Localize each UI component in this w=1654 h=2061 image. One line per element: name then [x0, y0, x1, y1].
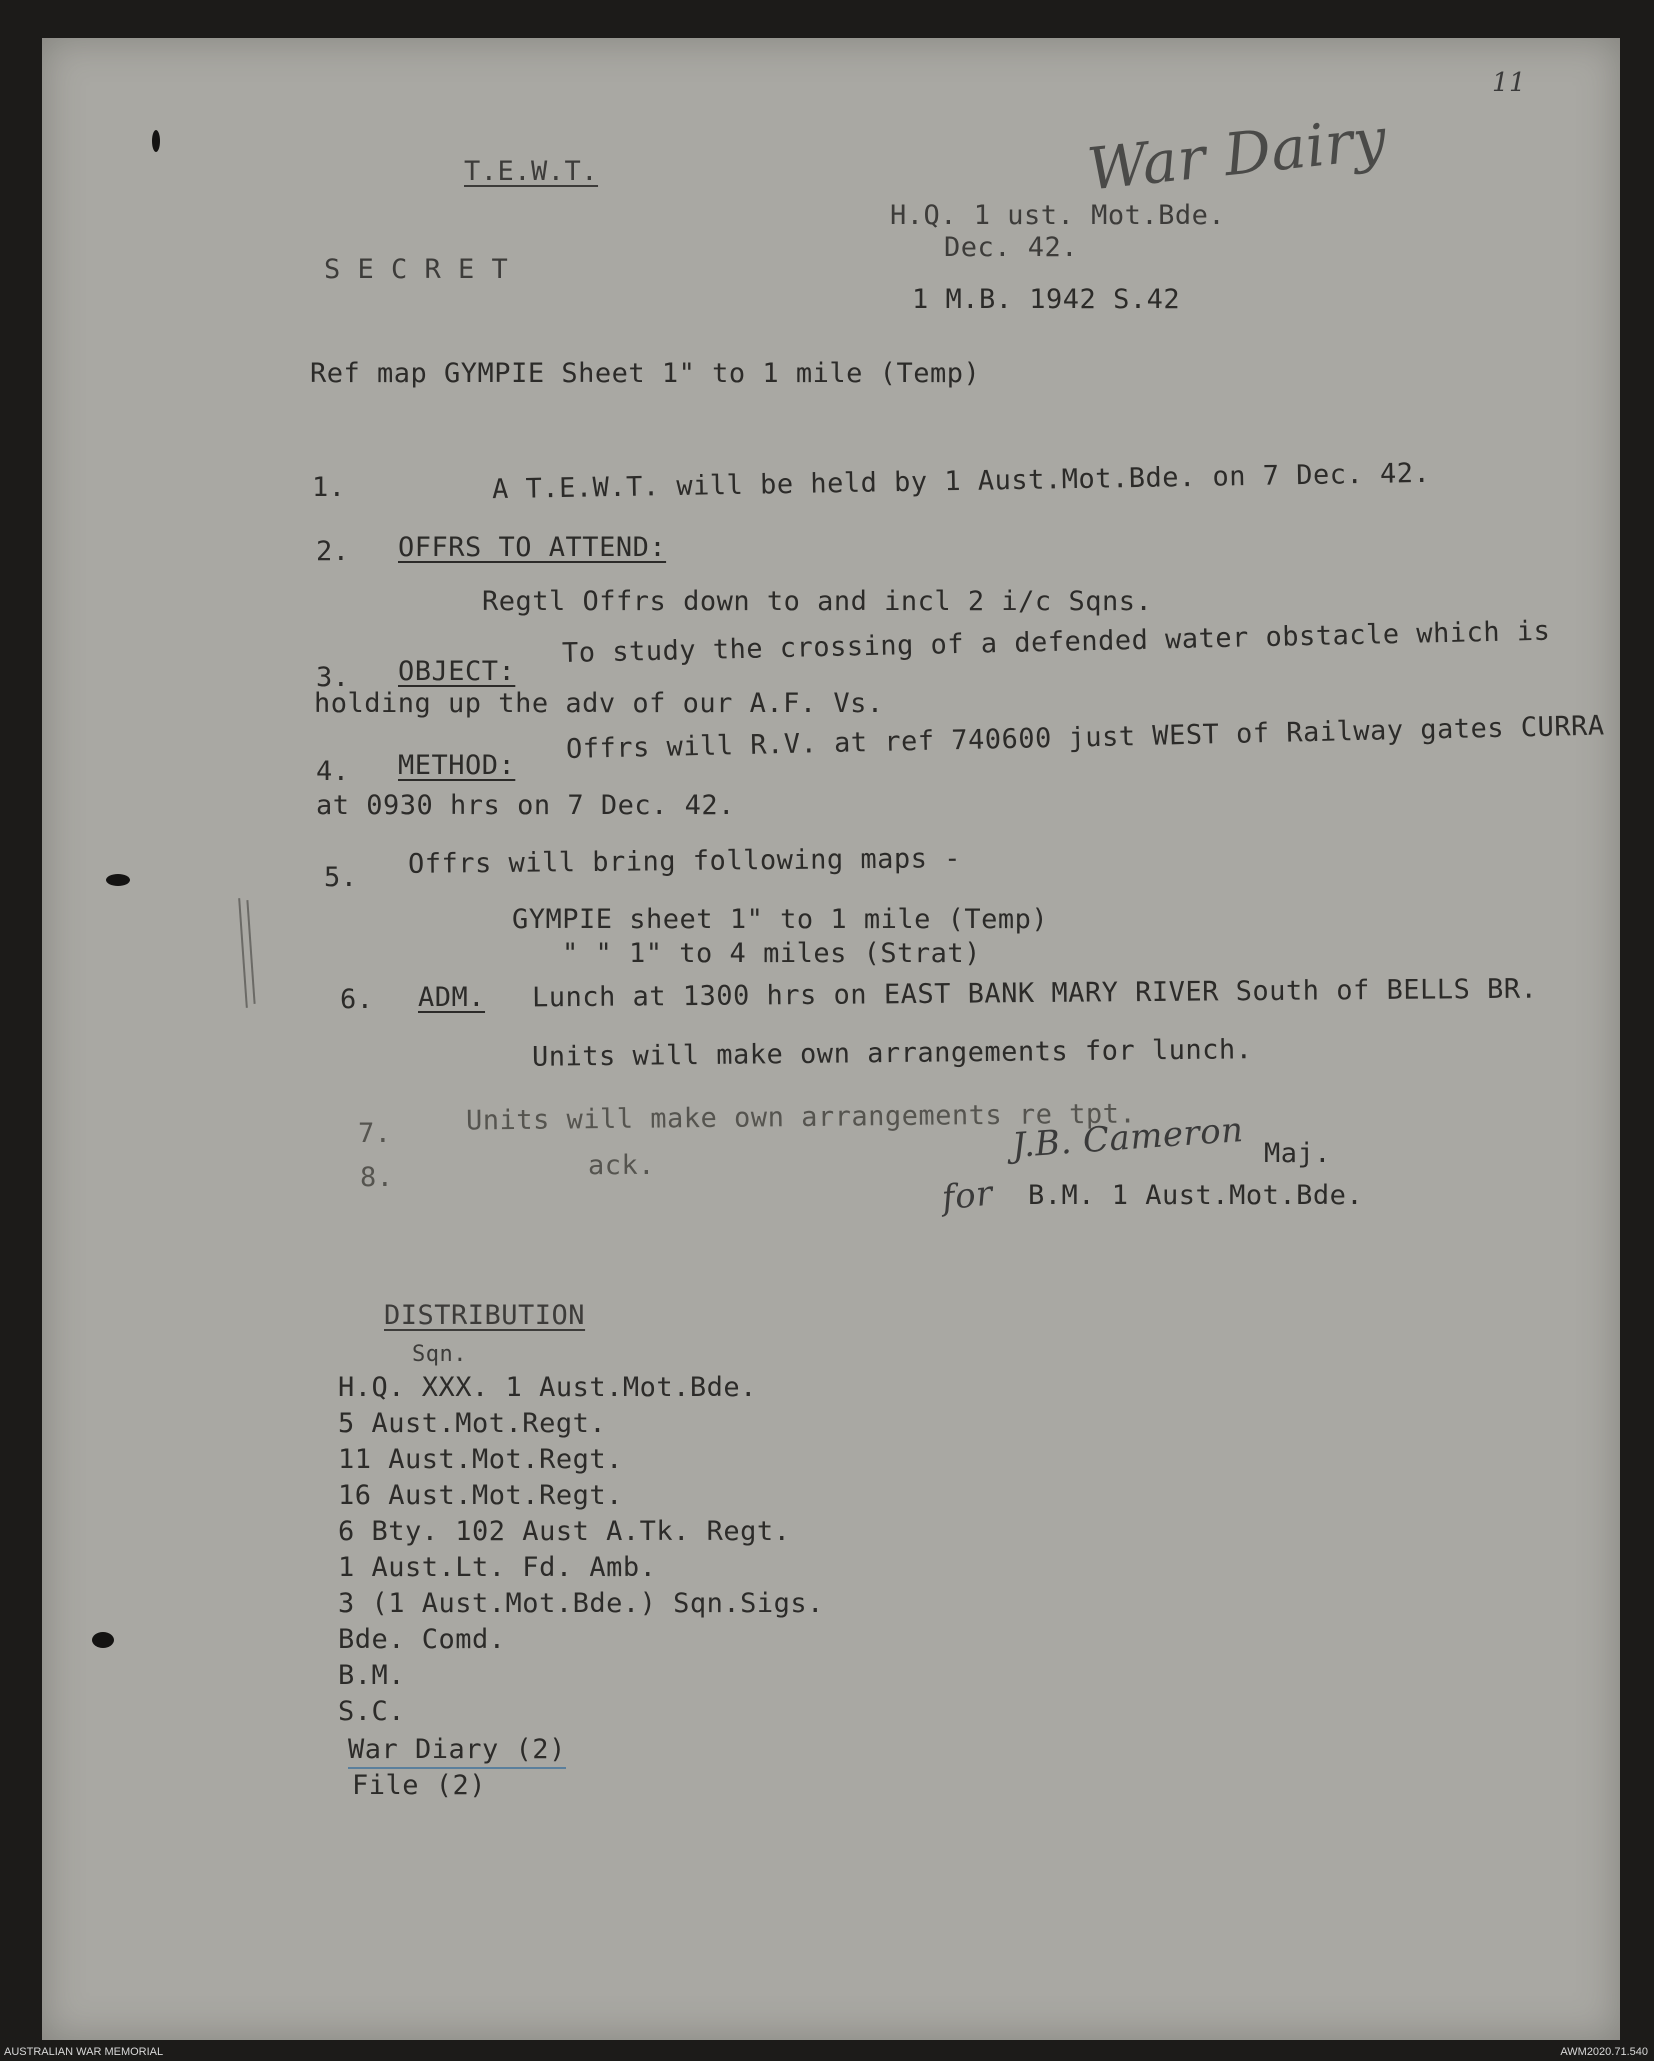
item-text: Offrs will bring following maps -	[407, 843, 962, 880]
item-text: Regtl Offrs down to and incl 2 i/c Sqns.	[482, 586, 1153, 617]
ref-map: Ref map GYMPIE Sheet 1" to 1 mile (Temp)	[310, 358, 981, 389]
item-number: 2.	[316, 536, 350, 567]
signature-rank: Maj.	[1264, 1138, 1332, 1169]
handwritten-header: War Dairy	[1084, 104, 1390, 204]
item-number: 1.	[312, 472, 346, 503]
item-number: 3.	[316, 662, 350, 693]
item-number: 4.	[316, 756, 350, 787]
item-heading: OFFRS TO ATTEND:	[398, 532, 667, 563]
item-heading: METHOD:	[398, 750, 516, 781]
item-number: 7.	[358, 1118, 392, 1149]
document-title: T.E.W.T.	[464, 156, 599, 187]
distribution-item: 1 Aust.Lt. Fd. Amb.	[338, 1552, 657, 1583]
item-number: 8.	[360, 1162, 394, 1193]
distribution-item: 11 Aust.Mot.Regt.	[338, 1444, 623, 1475]
distribution-item: 3 (1 Aust.Mot.Bde.) Sqn.Sigs.	[338, 1588, 824, 1619]
item-heading: OBJECT:	[398, 656, 516, 687]
ink-mark	[152, 130, 160, 152]
distribution-item: H.Q. XXX. 1 Aust.Mot.Bde.	[338, 1372, 757, 1403]
item-text: Offrs will R.V. at ref 740600 just WEST of Railway gates CURRA	[565, 710, 1605, 765]
item-text: A T.E.W.T. will be held by 1 Aust.Mot.Bde. on 7 Dec. 42.	[491, 457, 1431, 506]
item-text-continued: holding up the adv of our A.F. Vs.	[314, 688, 884, 719]
map-list-item: GYMPIE sheet 1" to 1 mile (Temp)	[512, 904, 1049, 935]
signature-block: B.M. 1 Aust.Mot.Bde.	[1028, 1180, 1364, 1211]
hq-line: H.Q. 1 ust. Mot.Bde.	[890, 200, 1226, 231]
item-heading: ADM.	[418, 982, 486, 1013]
date-line: Dec. 42.	[944, 232, 1079, 263]
reference-number: 1 M.B. 1942 S.42	[912, 284, 1181, 315]
item-text: ack.	[588, 1150, 656, 1181]
classification: S E C R E T	[324, 254, 509, 285]
distribution-item: S.C.	[338, 1696, 406, 1727]
item-text-continued: Units will make own arrangements for lunch.	[531, 1034, 1253, 1073]
distribution-item: 16 Aust.Mot.Regt.	[338, 1480, 623, 1511]
ink-mark	[106, 874, 130, 886]
pencil-mark	[238, 898, 248, 1008]
footer-right: AWM2020.71.540	[1560, 2046, 1648, 2058]
distribution-item: 6 Bty. 102 Aust A.Tk. Regt.	[338, 1516, 791, 1547]
item-number: 6.	[340, 984, 374, 1015]
page-number: 11	[1492, 68, 1527, 98]
signature: J.B. Cameron	[1010, 1109, 1245, 1167]
distribution-item: File (2)	[352, 1770, 487, 1801]
map-list-item: " " 1" to 4 miles (Strat)	[562, 938, 981, 969]
distribution-item: War Diary (2)	[348, 1734, 566, 1769]
item-text: Lunch at 1300 hrs on EAST BANK MARY RIVER South of BELLS BR.	[531, 973, 1538, 1014]
item-text: To study the crossing of a defended water obstacle which is	[561, 615, 1551, 669]
document-page	[42, 38, 1620, 2040]
pencil-mark	[246, 900, 255, 1004]
distribution-title: DISTRIBUTION	[384, 1300, 586, 1331]
item-text-continued: at 0930 hrs on 7 Dec. 42.	[316, 790, 735, 821]
item-number: 5.	[324, 862, 358, 893]
signature-for: for	[940, 1173, 995, 1219]
distribution-item: 5 Aust.Mot.Regt.	[338, 1408, 607, 1439]
item-text: Units will make own arrangements re tpt.	[465, 1098, 1137, 1137]
distribution-item: Bde. Comd.	[338, 1624, 506, 1655]
distribution-item: B.M.	[338, 1660, 406, 1691]
distribution-insert: Sqn.	[412, 1342, 467, 1367]
footer-left: AUSTRALIAN WAR MEMORIAL	[4, 2046, 164, 2058]
ink-mark	[92, 1632, 114, 1648]
